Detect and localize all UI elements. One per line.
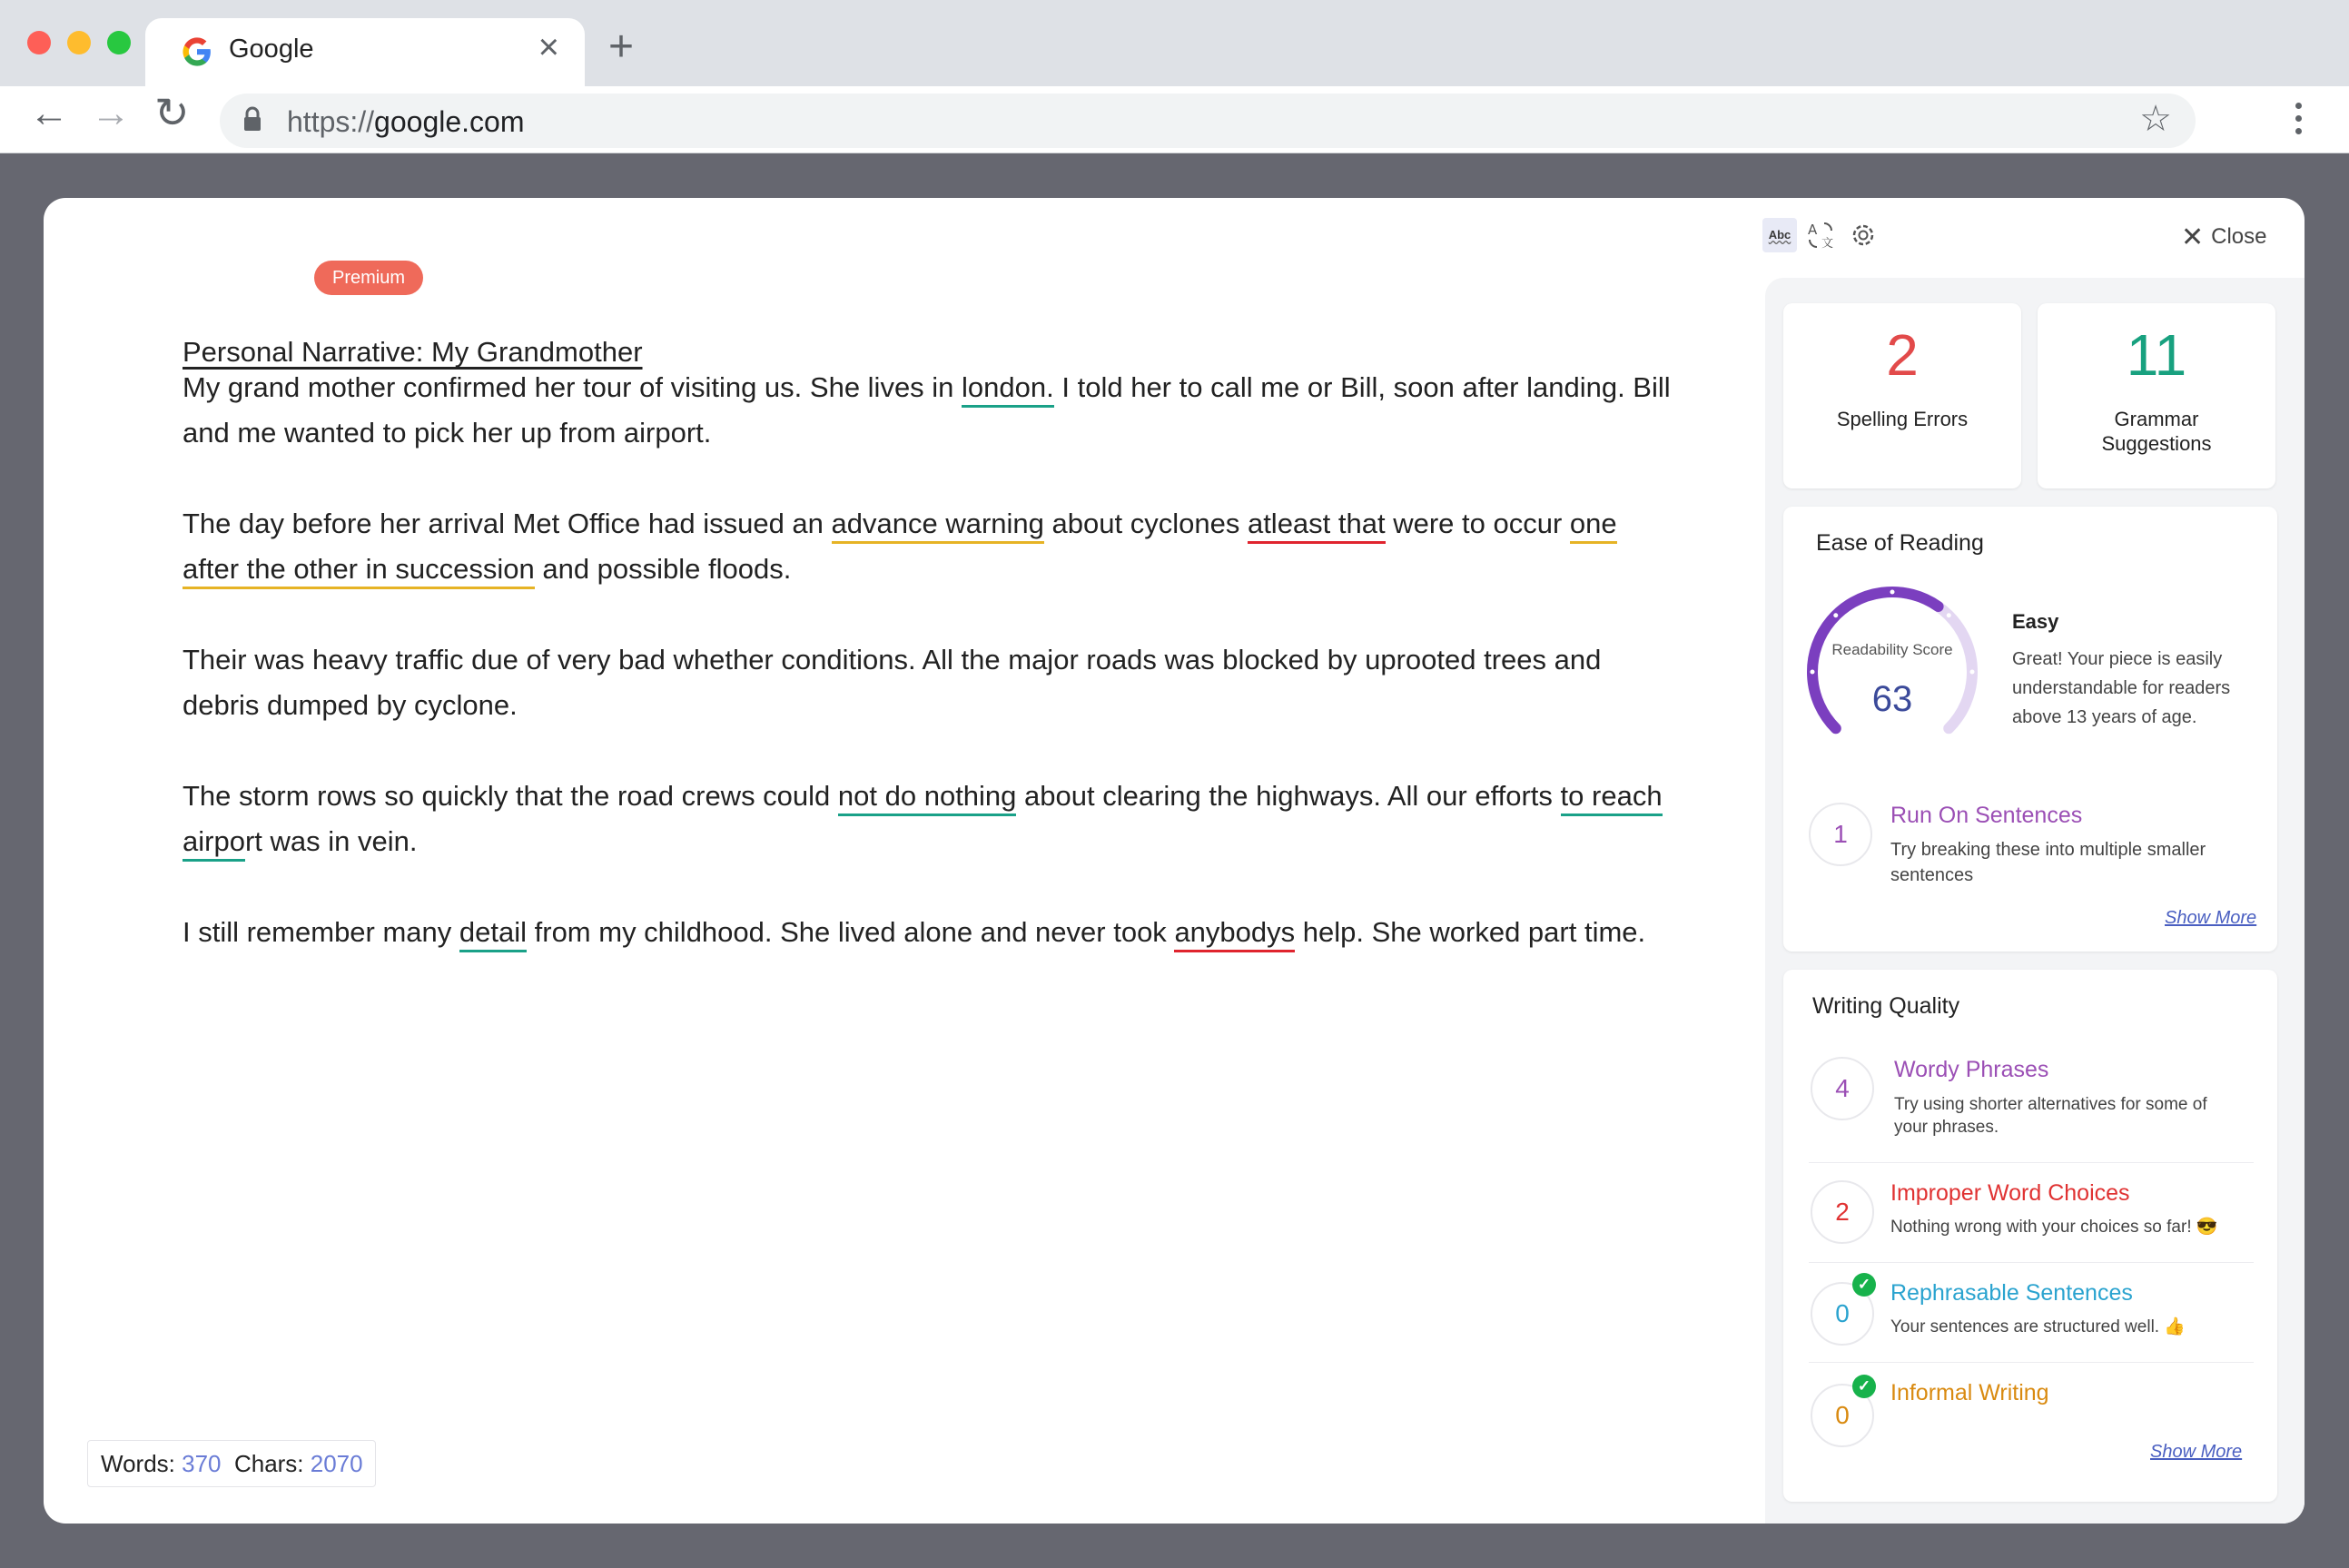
- check-icon: ✓: [1852, 1375, 1876, 1398]
- gear-icon[interactable]: [1846, 218, 1880, 252]
- spelling-errors-label: Spelling Errors: [1836, 408, 1969, 430]
- words-label: Words:: [101, 1450, 175, 1477]
- run-on-description: Try breaking these into multiple smaller sentences: [1890, 840, 2206, 885]
- browser-tab-bar: [0, 0, 2349, 86]
- paragraph[interactable]: The storm rows so quickly that the road crews could not do nothing about clearing the highways. All our efforts to reach airport was in vein.: [183, 774, 1672, 864]
- writing-quality-card: [1783, 970, 2277, 1502]
- grammar-suggestion-count: 11: [2126, 322, 2187, 388]
- forward-arrow-icon[interactable]: →: [91, 91, 131, 135]
- google-favicon-icon: [182, 36, 212, 67]
- workspace: [0, 153, 2349, 1568]
- bookmark-star-icon[interactable]: ☆: [2139, 99, 2172, 139]
- ease-show-more-link[interactable]: Show More: [2165, 908, 2257, 928]
- writing-quality-title: Writing Quality: [1812, 993, 1960, 1019]
- rephrasable-sentences-title: Rephrasable Sentences: [1890, 1280, 2133, 1306]
- flagged-phrase[interactable]: atleast that: [1248, 508, 1386, 544]
- run-on-count: 1: [1809, 803, 1872, 866]
- browser-toolbar: [0, 86, 2349, 153]
- svg-text:文: 文: [1821, 237, 1834, 251]
- lock-icon: [243, 106, 262, 132]
- insights-panel: [1765, 278, 2305, 1524]
- spellcheck-icon[interactable]: Abc: [1762, 218, 1797, 252]
- grammar-suggestions-label: Grammar Suggestions: [2101, 408, 2212, 455]
- reload-icon[interactable]: ↻: [154, 89, 190, 136]
- browser-tab[interactable]: [145, 18, 585, 86]
- chars-label: Chars:: [233, 1450, 304, 1477]
- improper-word-choices-title: Improper Word Choices: [1890, 1180, 2130, 1206]
- improper-word-choices-description: Nothing wrong with your choices so far! 😎: [1890, 1218, 2218, 1237]
- new-tab-icon[interactable]: +: [608, 23, 635, 71]
- address-bar[interactable]: [220, 94, 2196, 148]
- word-count: 370: [182, 1450, 222, 1477]
- informal-writing-count: 0: [1811, 1384, 1874, 1447]
- ease-level: Easy: [2012, 610, 2059, 633]
- editor-card: [44, 198, 2305, 1524]
- spelling-error-count: 2: [1886, 322, 1919, 388]
- divider: [1809, 1362, 2254, 1363]
- gauge-tick: [1833, 613, 1838, 617]
- improper-word-choices-count: 2: [1811, 1180, 1874, 1244]
- grammar-suggestions-card[interactable]: [2038, 303, 2275, 488]
- run-on-title: Run On Sentences: [1890, 803, 2083, 828]
- flagged-phrase[interactable]: one after the other in succession: [183, 508, 1617, 589]
- readability-score: 63: [1871, 679, 1913, 719]
- url-text: https://google.com: [287, 105, 525, 138]
- divider: [1809, 1162, 2254, 1163]
- flagged-phrase[interactable]: anybodys: [1174, 916, 1295, 952]
- translate-icon[interactable]: [1804, 218, 1839, 252]
- document-title: Personal Narrative: My Grandmother: [183, 336, 643, 368]
- premium-badge[interactable]: Premium: [314, 261, 423, 295]
- wordy-phrases-count: 4: [1811, 1057, 1874, 1120]
- gauge-tick: [1811, 670, 1815, 675]
- flagged-phrase[interactable]: advance warning: [832, 508, 1044, 544]
- flagged-phrase[interactable]: to reach airpo: [183, 780, 1663, 862]
- wordy-phrases-description: Try using shorter alternatives for some of your phrases.: [1894, 1095, 2207, 1137]
- svg-text:A: A: [1808, 222, 1818, 238]
- back-arrow-icon[interactable]: ←: [29, 91, 69, 135]
- flagged-phrase[interactable]: not do nothing: [838, 780, 1017, 816]
- gauge-tick: [1947, 613, 1951, 617]
- paragraph[interactable]: I still remember many detail from my childhood. She lived alone and never took anybodys help. She worked part time.: [183, 910, 1672, 955]
- close-icon: ✕: [2181, 222, 2205, 252]
- quality-show-more-link[interactable]: Show More: [2150, 1442, 2243, 1462]
- tab-close-icon[interactable]: ×: [538, 27, 559, 67]
- browser-menu-icon[interactable]: [2294, 103, 2303, 139]
- ease-of-reading-title: Ease of Reading: [1816, 530, 1984, 556]
- paragraph[interactable]: The day before her arrival Met Office had issued an advance warning about cyclones atleast that were to occur one after the other in succession and possible floods.: [183, 501, 1672, 592]
- spelling-errors-card[interactable]: [1783, 303, 2021, 488]
- divider: [1809, 1262, 2254, 1263]
- window-minimize-button[interactable]: [67, 31, 91, 54]
- tab-title: Google: [229, 35, 314, 64]
- wordy-phrases-title: Wordy Phrases: [1894, 1057, 2049, 1082]
- flagged-phrase[interactable]: detail: [459, 916, 527, 952]
- informal-writing-title: Informal Writing: [1890, 1380, 2049, 1405]
- ease-description: Great! Your piece is easily understandable for readers above 13 years of age.: [2012, 649, 2231, 727]
- paragraph[interactable]: Their was heavy traffic due of very bad whether conditions. All the major roads was blocked by uprooted trees and debris dumped by cyclone.: [183, 644, 1602, 721]
- rephrasable-sentences-count: 0: [1811, 1282, 1874, 1346]
- ease-of-reading-card: [1783, 507, 2277, 952]
- paragraph[interactable]: My grand mother confirmed her tour of visiting us. She lives in london. I told her to call me or Bill, soon after landing. Bill and me wanted to pick her up from airport.: [183, 371, 1671, 449]
- gauge-tick: [1970, 670, 1975, 675]
- gauge-tick: [1890, 590, 1895, 595]
- word-char-counter: [87, 1440, 376, 1487]
- rephrasable-sentences-description: Your sentences are structured well. 👍: [1890, 1317, 2186, 1336]
- check-icon: ✓: [1852, 1273, 1876, 1297]
- readability-score-label: Readability Score: [1831, 641, 1953, 658]
- readability-gauge: [1803, 583, 1994, 764]
- readability-gauge-arc: [1803, 583, 1981, 761]
- flagged-phrase[interactable]: london.: [962, 371, 1054, 408]
- window-maximize-button[interactable]: [107, 31, 131, 54]
- char-count: 2070: [310, 1450, 363, 1477]
- close-button[interactable]: ✕ Close: [2181, 222, 2267, 252]
- window-close-button[interactable]: [27, 31, 51, 54]
